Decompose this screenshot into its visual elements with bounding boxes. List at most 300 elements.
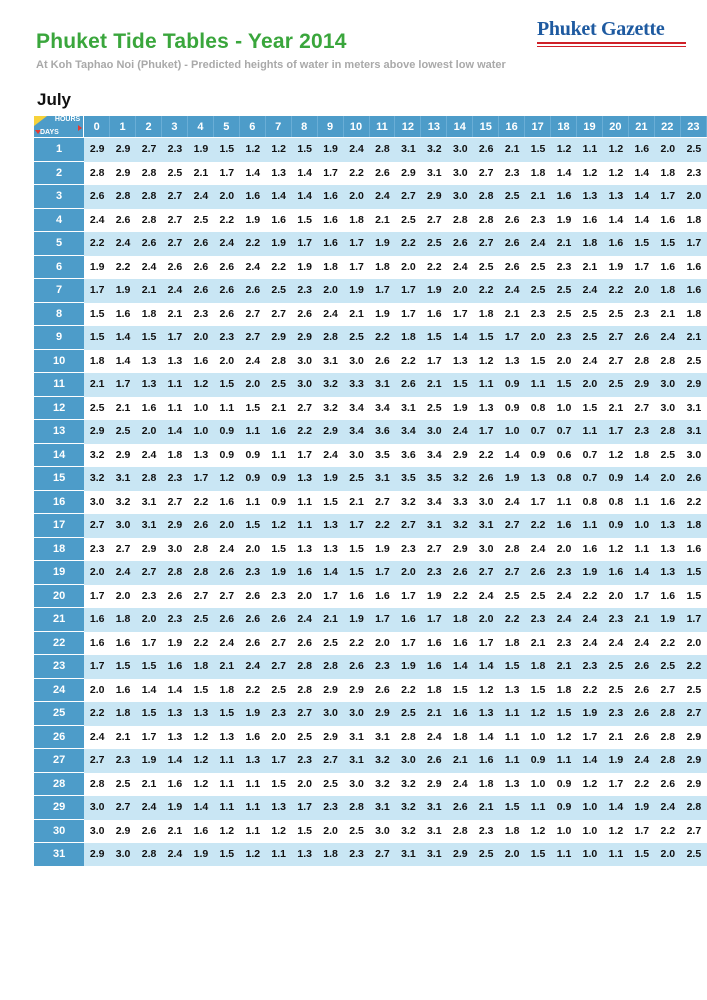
tide-height-cell: 2.4 — [188, 184, 214, 208]
tide-height-cell: 2.7 — [603, 349, 629, 373]
tide-height-cell: 1.7 — [421, 349, 447, 373]
tide-height-cell: 1.5 — [551, 701, 577, 725]
tide-height-cell: 2.3 — [162, 607, 188, 631]
tide-height-cell: 2.2 — [370, 513, 396, 537]
tide-height-cell: 1.9 — [318, 137, 344, 161]
tide-height-cell: 2.6 — [370, 678, 396, 702]
tide-height-cell: 1.9 — [240, 208, 266, 232]
tide-height-cell: 1.6 — [421, 654, 447, 678]
tide-height-cell: 3.1 — [421, 795, 447, 819]
tide-height-cell: 2.6 — [214, 560, 240, 584]
tide-height-cell: 1.4 — [188, 795, 214, 819]
tide-height-cell: 1.9 — [499, 466, 525, 490]
corner-triangle-icon — [34, 116, 47, 126]
tide-height-cell: 2.0 — [577, 372, 603, 396]
tide-height-cell: 0.9 — [603, 466, 629, 490]
tide-height-cell: 3.4 — [395, 419, 421, 443]
tide-height-cell: 1.4 — [603, 795, 629, 819]
tide-height-cell: 2.9 — [421, 184, 447, 208]
tide-height-cell: 1.8 — [447, 725, 473, 749]
tide-height-cell: 1.8 — [136, 302, 162, 326]
tide-height-cell: 2.0 — [395, 560, 421, 584]
tide-height-cell: 1.5 — [525, 137, 551, 161]
hour-header: 8 — [292, 116, 318, 137]
tide-height-cell: 1.9 — [266, 231, 292, 255]
tide-height-cell: 2.7 — [240, 325, 266, 349]
day-header: 31 — [34, 842, 84, 866]
tide-height-cell: 1.3 — [655, 537, 681, 561]
tide-height-cell: 1.5 — [499, 654, 525, 678]
tide-height-cell: 1.6 — [162, 654, 188, 678]
tide-height-cell: 2.0 — [525, 325, 551, 349]
tide-height-cell: 0.9 — [603, 513, 629, 537]
tide-height-cell: 1.2 — [188, 372, 214, 396]
tide-height-cell: 0.9 — [214, 419, 240, 443]
tide-height-cell: 2.4 — [84, 725, 110, 749]
tide-height-cell: 2.9 — [110, 137, 136, 161]
tide-height-cell: 1.9 — [395, 654, 421, 678]
tide-height-cell: 1.1 — [240, 795, 266, 819]
tide-height-cell: 1.4 — [110, 349, 136, 373]
tide-height-cell: 2.6 — [395, 372, 421, 396]
tide-height-cell: 2.9 — [292, 325, 318, 349]
tide-height-cell: 2.4 — [136, 795, 162, 819]
tide-height-cell: 2.2 — [188, 490, 214, 514]
tide-height-cell: 2.6 — [681, 466, 707, 490]
tide-height-cell: 2.7 — [214, 584, 240, 608]
tide-height-cell: 2.0 — [214, 513, 240, 537]
tide-height-cell: 1.7 — [318, 161, 344, 185]
tide-height-cell: 1.2 — [473, 678, 499, 702]
tide-height-cell: 1.6 — [551, 184, 577, 208]
tide-height-cell: 0.9 — [266, 466, 292, 490]
tide-height-cell: 1.8 — [110, 607, 136, 631]
tide-height-cell: 1.8 — [110, 701, 136, 725]
tide-height-cell: 2.8 — [655, 725, 681, 749]
tide-height-cell: 1.7 — [577, 725, 603, 749]
table-row — [34, 607, 707, 631]
tide-height-cell: 1.7 — [84, 278, 110, 302]
tide-height-cell: 2.1 — [421, 372, 447, 396]
tide-height-cell: 2.9 — [344, 678, 370, 702]
tide-height-cell: 2.6 — [240, 631, 266, 655]
tide-height-cell: 1.4 — [292, 184, 318, 208]
table-row — [34, 701, 707, 725]
tide-height-cell: 2.0 — [110, 584, 136, 608]
tide-height-cell: 1.9 — [266, 560, 292, 584]
tide-height-cell: 2.7 — [266, 654, 292, 678]
tide-height-cell: 1.7 — [395, 302, 421, 326]
tide-height-cell: 2.2 — [240, 678, 266, 702]
tide-height-cell: 2.5 — [681, 349, 707, 373]
tide-height-cell: 2.6 — [240, 278, 266, 302]
tide-height-cell: 3.0 — [447, 161, 473, 185]
day-header: 5 — [34, 231, 84, 255]
tide-height-cell: 2.6 — [629, 678, 655, 702]
tide-height-cell: 1.6 — [681, 255, 707, 279]
tide-height-cell: 1.7 — [370, 278, 396, 302]
tide-height-cell: 3.1 — [395, 137, 421, 161]
tide-height-cell: 2.1 — [499, 137, 525, 161]
tide-height-cell: 1.8 — [525, 161, 551, 185]
tide-height-cell: 2.1 — [110, 396, 136, 420]
tide-height-cell: 3.2 — [318, 372, 344, 396]
tide-height-cell: 1.5 — [214, 372, 240, 396]
tide-height-cell: 1.6 — [266, 419, 292, 443]
tide-height-cell: 2.4 — [629, 631, 655, 655]
tide-height-cell: 3.0 — [370, 819, 396, 843]
tide-height-cell: 2.2 — [84, 701, 110, 725]
tide-height-cell: 1.3 — [603, 184, 629, 208]
tide-height-cell: 2.3 — [370, 654, 396, 678]
tide-height-cell: 2.3 — [162, 137, 188, 161]
tide-height-cell: 2.5 — [292, 725, 318, 749]
tide-height-cell: 1.5 — [344, 560, 370, 584]
hour-header: 3 — [162, 116, 188, 137]
tide-height-cell: 2.1 — [525, 184, 551, 208]
hour-header: 2 — [136, 116, 162, 137]
tide-height-cell: 2.8 — [110, 184, 136, 208]
tide-height-cell: 3.0 — [318, 701, 344, 725]
tide-height-cell: 1.6 — [162, 772, 188, 796]
table-row — [34, 560, 707, 584]
table-row — [34, 278, 707, 302]
tide-height-cell: 2.7 — [162, 231, 188, 255]
tide-height-cell: 2.2 — [629, 772, 655, 796]
tide-height-cell: 1.0 — [577, 819, 603, 843]
tide-height-cell: 1.6 — [421, 302, 447, 326]
tide-height-cell: 3.1 — [110, 466, 136, 490]
tide-height-cell: 3.2 — [447, 466, 473, 490]
tide-height-cell: 2.4 — [473, 584, 499, 608]
tide-height-cell: 2.6 — [629, 325, 655, 349]
tide-height-cell: 1.6 — [266, 208, 292, 232]
tide-height-cell: 1.8 — [473, 772, 499, 796]
tide-height-cell: 3.1 — [421, 161, 447, 185]
tide-height-cell: 2.7 — [136, 560, 162, 584]
tide-height-cell: 2.4 — [447, 419, 473, 443]
page-subtitle: At Koh Taphao Noi (Phuket) - Predicted heights of water in meters above lowest low water — [36, 59, 506, 71]
day-header: 24 — [34, 678, 84, 702]
tide-height-cell: 1.5 — [473, 325, 499, 349]
phuket-gazette-logo — [537, 17, 686, 45]
tide-height-cell: 3.1 — [421, 513, 447, 537]
tide-height-cell: 1.2 — [603, 137, 629, 161]
tide-height-cell: 2.6 — [421, 748, 447, 772]
tide-height-cell: 2.3 — [136, 584, 162, 608]
tide-height-cell: 2.5 — [655, 443, 681, 467]
tide-height-cell: 2.5 — [266, 678, 292, 702]
tide-height-cell: 0.9 — [240, 443, 266, 467]
tide-height-cell: 2.0 — [318, 278, 344, 302]
tide-height-cell: 2.8 — [136, 208, 162, 232]
tide-height-cell: 2.4 — [655, 325, 681, 349]
day-header: 15 — [34, 466, 84, 490]
table-row — [34, 513, 707, 537]
tide-height-cell: 1.2 — [266, 819, 292, 843]
tide-height-cell: 1.7 — [344, 513, 370, 537]
tide-height-cell: 1.9 — [188, 842, 214, 866]
tide-height-cell: 1.1 — [551, 490, 577, 514]
tide-height-cell: 2.0 — [473, 607, 499, 631]
tide-height-cell: 2.5 — [188, 607, 214, 631]
tide-height-cell: 2.3 — [603, 607, 629, 631]
tide-height-cell: 2.9 — [681, 725, 707, 749]
tide-height-cell: 1.5 — [681, 584, 707, 608]
tide-height-cell: 1.1 — [525, 372, 551, 396]
tide-height-cell: 1.5 — [292, 137, 318, 161]
table-row — [34, 208, 707, 232]
table-row — [34, 725, 707, 749]
tide-height-cell: 2.5 — [577, 325, 603, 349]
tide-height-cell: 3.0 — [292, 349, 318, 373]
tide-height-cell: 2.4 — [499, 490, 525, 514]
tide-height-cell: 2.2 — [188, 631, 214, 655]
tide-height-cell: 1.9 — [421, 278, 447, 302]
days-label: DAYS — [40, 129, 59, 136]
tide-height-cell: 3.1 — [370, 725, 396, 749]
tide-height-cell: 1.5 — [629, 842, 655, 866]
tide-height-cell: 1.1 — [162, 372, 188, 396]
tide-height-cell: 1.7 — [292, 795, 318, 819]
tide-height-cell: 2.8 — [681, 795, 707, 819]
tide-height-cell: 3.1 — [136, 490, 162, 514]
tide-height-cell: 2.5 — [344, 466, 370, 490]
tide-height-cell: 1.8 — [421, 678, 447, 702]
tide-height-cell: 1.1 — [292, 490, 318, 514]
tide-height-cell: 2.9 — [421, 772, 447, 796]
hour-header: 0 — [84, 116, 110, 137]
tide-height-cell: 1.7 — [499, 325, 525, 349]
tide-height-cell: 0.6 — [551, 443, 577, 467]
tide-height-cell: 2.3 — [84, 537, 110, 561]
tide-height-cell: 1.6 — [318, 208, 344, 232]
tide-height-cell: 1.8 — [499, 631, 525, 655]
tide-height-cell: 2.9 — [370, 701, 396, 725]
tide-height-cell: 3.1 — [370, 466, 396, 490]
tide-height-cell: 1.1 — [499, 725, 525, 749]
tide-height-cell: 1.7 — [603, 772, 629, 796]
tide-height-cell: 1.7 — [318, 584, 344, 608]
hour-header: 4 — [188, 116, 214, 137]
tide-height-cell: 1.6 — [214, 490, 240, 514]
tide-height-cell: 2.0 — [395, 255, 421, 279]
tide-height-cell: 1.3 — [473, 701, 499, 725]
tide-height-cell: 1.0 — [499, 419, 525, 443]
tide-height-cell: 1.6 — [447, 631, 473, 655]
tide-height-cell: 1.6 — [84, 607, 110, 631]
tide-height-cell: 1.5 — [214, 701, 240, 725]
tide-height-cell: 1.6 — [551, 513, 577, 537]
tide-height-cell: 1.8 — [370, 255, 396, 279]
tide-height-cell: 2.0 — [447, 278, 473, 302]
tide-height-cell: 1.1 — [603, 842, 629, 866]
tide-height-cell: 2.9 — [84, 137, 110, 161]
tide-height-cell: 3.6 — [370, 419, 396, 443]
table-row — [34, 396, 707, 420]
tide-height-cell: 2.6 — [447, 231, 473, 255]
tide-height-cell: 1.5 — [292, 208, 318, 232]
tide-height-cell: 2.0 — [84, 678, 110, 702]
tide-height-cell: 2.6 — [473, 466, 499, 490]
tide-height-cell: 3.1 — [370, 372, 396, 396]
tide-height-cell: 2.8 — [292, 678, 318, 702]
tide-height-cell: 1.8 — [84, 349, 110, 373]
tide-height-cell: 2.8 — [655, 419, 681, 443]
tide-height-cell: 3.0 — [681, 443, 707, 467]
tide-height-cell: 2.0 — [240, 372, 266, 396]
tide-height-cell: 2.5 — [110, 419, 136, 443]
tide-height-cell: 2.3 — [318, 795, 344, 819]
tide-height-cell: 1.7 — [344, 255, 370, 279]
tide-height-cell: 1.0 — [525, 772, 551, 796]
tide-height-cell: 2.3 — [525, 302, 551, 326]
hour-header: 5 — [214, 116, 240, 137]
tide-height-cell: 2.5 — [525, 278, 551, 302]
tide-height-cell: 2.3 — [344, 842, 370, 866]
tide-height-cell: 2.9 — [447, 443, 473, 467]
tide-height-cell: 1.1 — [473, 372, 499, 396]
tide-height-cell: 1.1 — [214, 772, 240, 796]
tide-height-cell: 2.2 — [577, 584, 603, 608]
tide-height-cell: 2.8 — [292, 654, 318, 678]
tide-height-cell: 2.7 — [266, 631, 292, 655]
day-header: 4 — [34, 208, 84, 232]
tide-height-cell: 2.8 — [136, 842, 162, 866]
tide-height-cell: 1.2 — [603, 819, 629, 843]
tide-height-cell: 2.3 — [525, 208, 551, 232]
table-row — [34, 302, 707, 326]
tide-height-cell: 1.2 — [473, 349, 499, 373]
tide-height-cell: 2.6 — [214, 302, 240, 326]
tide-height-cell: 2.9 — [318, 725, 344, 749]
tide-height-cell: 2.0 — [344, 184, 370, 208]
tide-height-cell: 1.2 — [266, 513, 292, 537]
tide-height-cell: 2.6 — [162, 584, 188, 608]
tide-height-cell: 1.9 — [603, 748, 629, 772]
tide-height-cell: 1.9 — [292, 255, 318, 279]
tide-height-cell: 2.1 — [603, 396, 629, 420]
day-header: 17 — [34, 513, 84, 537]
tide-height-cell: 2.3 — [188, 302, 214, 326]
tide-height-cell: 2.4 — [162, 842, 188, 866]
tide-height-cell: 1.4 — [551, 161, 577, 185]
tide-height-cell: 3.4 — [344, 419, 370, 443]
tide-height-cell: 2.2 — [344, 161, 370, 185]
tide-height-cell: 1.1 — [577, 513, 603, 537]
tide-height-cell: 2.6 — [214, 607, 240, 631]
tide-height-cell: 1.2 — [266, 137, 292, 161]
tide-height-cell: 1.4 — [266, 184, 292, 208]
tide-height-cell: 2.5 — [188, 208, 214, 232]
day-header: 30 — [34, 819, 84, 843]
tide-height-cell: 2.8 — [84, 772, 110, 796]
tide-height-cell: 2.8 — [266, 349, 292, 373]
tide-height-cell: 1.8 — [395, 325, 421, 349]
tide-height-cell: 2.5 — [84, 396, 110, 420]
tide-height-cell: 1.8 — [499, 819, 525, 843]
day-header: 9 — [34, 325, 84, 349]
tide-height-cell: 2.5 — [266, 278, 292, 302]
tide-height-cell: 1.7 — [136, 725, 162, 749]
tide-height-cell: 2.0 — [136, 419, 162, 443]
tide-height-cell: 2.5 — [395, 701, 421, 725]
tide-height-cell: 1.4 — [162, 748, 188, 772]
tide-height-cell: 1.7 — [84, 584, 110, 608]
table-row — [34, 325, 707, 349]
tide-height-cell: 2.8 — [629, 349, 655, 373]
tide-height-cell: 2.4 — [655, 795, 681, 819]
tide-height-cell: 2.5 — [344, 819, 370, 843]
tide-height-cell: 1.5 — [188, 678, 214, 702]
tide-height-cell: 2.0 — [551, 537, 577, 561]
tide-height-cell: 2.2 — [395, 349, 421, 373]
tide-height-cell: 2.4 — [344, 137, 370, 161]
tide-height-cell: 1.0 — [551, 396, 577, 420]
tide-height-cell: 2.6 — [136, 231, 162, 255]
tide-height-cell: 3.4 — [421, 443, 447, 467]
tide-height-cell: 3.1 — [473, 513, 499, 537]
tide-height-cell: 2.2 — [447, 584, 473, 608]
tide-height-cell: 3.0 — [447, 184, 473, 208]
table-row — [34, 231, 707, 255]
tide-height-cell: 2.6 — [499, 255, 525, 279]
tide-table-body — [34, 137, 707, 866]
tide-height-cell: 2.7 — [629, 396, 655, 420]
tide-height-cell: 1.1 — [292, 513, 318, 537]
day-header: 22 — [34, 631, 84, 655]
tide-height-cell: 2.2 — [473, 278, 499, 302]
tide-height-cell: 0.7 — [577, 466, 603, 490]
tide-height-cell: 2.5 — [395, 208, 421, 232]
tide-height-cell: 2.1 — [421, 701, 447, 725]
tide-height-cell: 2.1 — [655, 302, 681, 326]
tide-height-cell: 3.1 — [395, 396, 421, 420]
hour-header: 16 — [499, 116, 525, 137]
tide-height-cell: 2.5 — [603, 302, 629, 326]
tide-height-cell: 2.5 — [603, 678, 629, 702]
tide-height-cell: 2.4 — [370, 184, 396, 208]
day-header: 20 — [34, 584, 84, 608]
tide-height-cell: 2.6 — [525, 560, 551, 584]
month-label: July — [37, 90, 72, 109]
tide-height-cell: 1.5 — [136, 654, 162, 678]
tide-height-cell: 3.1 — [344, 748, 370, 772]
tide-height-cell: 1.7 — [629, 584, 655, 608]
tide-height-cell: 2.2 — [655, 631, 681, 655]
tide-height-cell: 1.3 — [188, 701, 214, 725]
tide-height-cell: 2.2 — [240, 231, 266, 255]
tide-height-cell: 2.4 — [136, 443, 162, 467]
tide-height-cell: 1.3 — [499, 772, 525, 796]
tide-height-cell: 2.7 — [681, 701, 707, 725]
tide-height-cell: 3.3 — [344, 372, 370, 396]
tide-height-cell: 1.5 — [240, 513, 266, 537]
tide-height-cell: 1.9 — [318, 466, 344, 490]
tide-height-cell: 2.5 — [473, 255, 499, 279]
tide-height-cell: 1.3 — [136, 349, 162, 373]
tide-height-cell: 3.0 — [473, 490, 499, 514]
tide-height-cell: 1.6 — [655, 490, 681, 514]
tide-height-cell: 1.2 — [214, 466, 240, 490]
tide-height-cell: 2.0 — [681, 184, 707, 208]
tide-height-cell: 2.3 — [266, 701, 292, 725]
tide-height-cell: 1.6 — [240, 184, 266, 208]
tide-height-cell: 1.1 — [266, 443, 292, 467]
tide-height-cell: 2.2 — [214, 208, 240, 232]
day-header: 28 — [34, 772, 84, 796]
tide-height-cell: 2.6 — [240, 584, 266, 608]
